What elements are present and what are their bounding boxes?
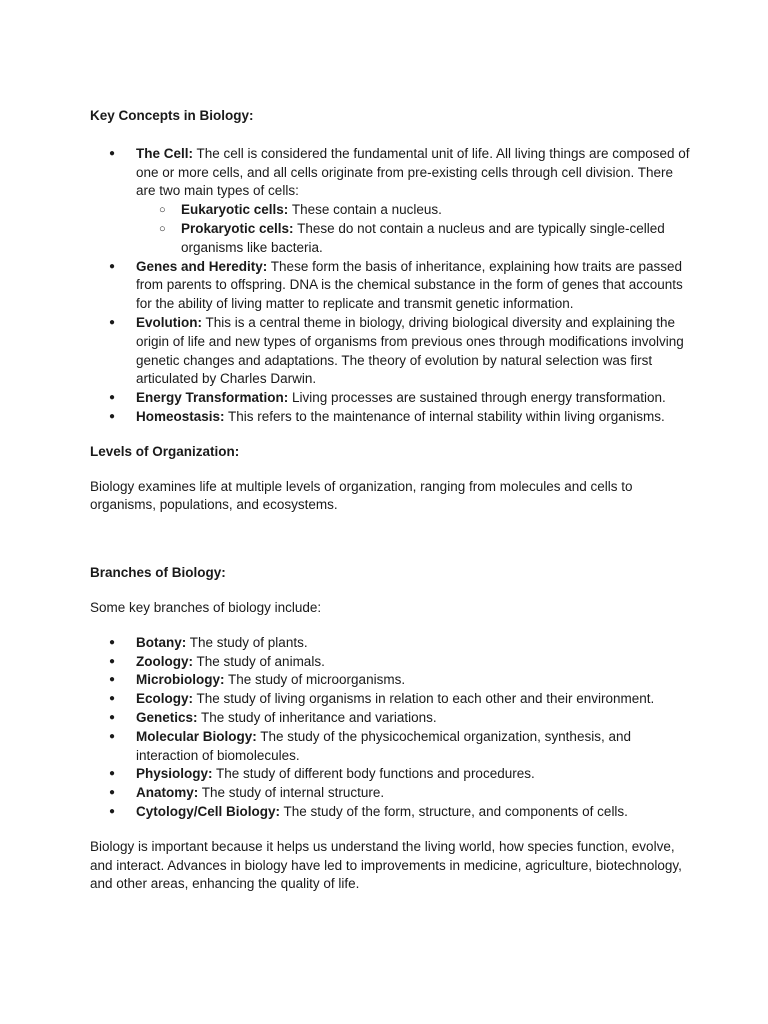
list-item-term: The Cell: [136, 145, 194, 161]
list-item-term: Genetics: [136, 709, 198, 725]
list-item [90, 389, 690, 408]
key-concepts-heading: Key Concepts in Biology: [90, 108, 254, 123]
list-item-text: The study of living organisms in relation to each other and their environment. [193, 691, 655, 707]
list-item-text: The study of animals. [193, 653, 325, 669]
key-concepts-list [90, 145, 690, 427]
document-page [90, 107, 690, 894]
branches-heading: Branches of Biology: [90, 565, 226, 581]
list-item-text: This is a central theme in biology, driving biological diversity and explaining the origin of life and new types of organisms from previous ones through modifications involving genetic changes and adaptations. The theory of evolution by natural selection was first articulated by Charles Darwin. [136, 314, 684, 387]
list-item [136, 220, 690, 258]
list-item-text: This refers to the maintenance of internal stability within living organisms. [224, 408, 665, 424]
list-item [90, 671, 690, 690]
list-item-term: Microbiology: [136, 672, 225, 688]
list-item [90, 803, 690, 822]
list-item [90, 728, 690, 766]
list-item [90, 145, 690, 258]
list-item-text: The study of plants. [186, 634, 308, 650]
list-item [90, 314, 690, 389]
cell-types-list [136, 201, 690, 257]
list-item [90, 784, 690, 803]
list-item-text: Living processes are sustained through energy transformation. [288, 390, 666, 406]
list-item [90, 408, 690, 427]
list-item-text: The study of internal structure. [198, 785, 385, 801]
branches-list [90, 634, 690, 822]
list-item [90, 709, 690, 728]
list-item-text: The study of the form, structure, and components of cells. [280, 803, 628, 819]
list-item [90, 653, 690, 672]
list-item-term: Zoology: [136, 653, 193, 669]
list-item-text: These form the basis of inheritance, explaining how traits are passed from parents to offspring. DNA is the chemical substance in the form of genes that accounts for the ability of living matter to replicate and transmit genetic information. [136, 258, 683, 312]
list-item-term: Eukaryotic cells: [181, 202, 289, 218]
list-item-term: Cytology/Cell Biology: [136, 803, 281, 819]
list-item-term: Homeostasis: [136, 408, 225, 424]
list-item-term: Anatomy: [136, 785, 199, 801]
branches-intro: Some key branches of biology include: [90, 599, 322, 615]
list-item-term: Botany: [136, 634, 187, 650]
list-item-term: Ecology: [136, 691, 194, 707]
list-item-term: Molecular Biology: [136, 728, 257, 744]
list-item-term: Prokaryotic cells: [181, 220, 294, 236]
list-item-text: The study of the physicochemical organization, synthesis, and interaction of biomolecules. [136, 728, 631, 763]
list-item-term: Evolution: [136, 314, 202, 330]
list-item-term: Genes and Heredity: [136, 258, 268, 274]
closing-paragraph: Biology is important because it helps us understand the living world, how species function, evolve, and interact. Advances in biology have led to improvements in medicine, agriculture, biotechnology, and other areas, enhancing the quality of life. [90, 838, 682, 892]
list-item [136, 201, 690, 220]
list-item-term: Physiology: [136, 766, 213, 782]
list-item [90, 765, 690, 784]
list-item-text: These do not contain a nucleus and are typically single-celled organisms like bacteria. [181, 220, 665, 255]
levels-paragraph: Biology examines life at multiple levels of organization, ranging from molecules and cells to organisms, populations, and ecosystems. [90, 478, 633, 513]
list-item [90, 258, 690, 314]
list-item-text: The cell is considered the fundamental unit of life. All living things are composed of one or more cells, and all cells originate from pre-existing cells through cell division. There are two main types of cells: [136, 145, 690, 199]
list-item [90, 634, 690, 653]
list-item-text: These contain a nucleus. [288, 202, 442, 218]
levels-heading: Levels of Organization: [90, 443, 240, 459]
list-item [90, 690, 690, 709]
list-item-text: The study of inheritance and variations. [197, 709, 437, 725]
list-item-text: The study of microorganisms. [224, 672, 406, 688]
list-item-text: The study of different body functions and procedures. [212, 766, 535, 782]
list-item-term: Energy Transformation: [136, 390, 289, 406]
